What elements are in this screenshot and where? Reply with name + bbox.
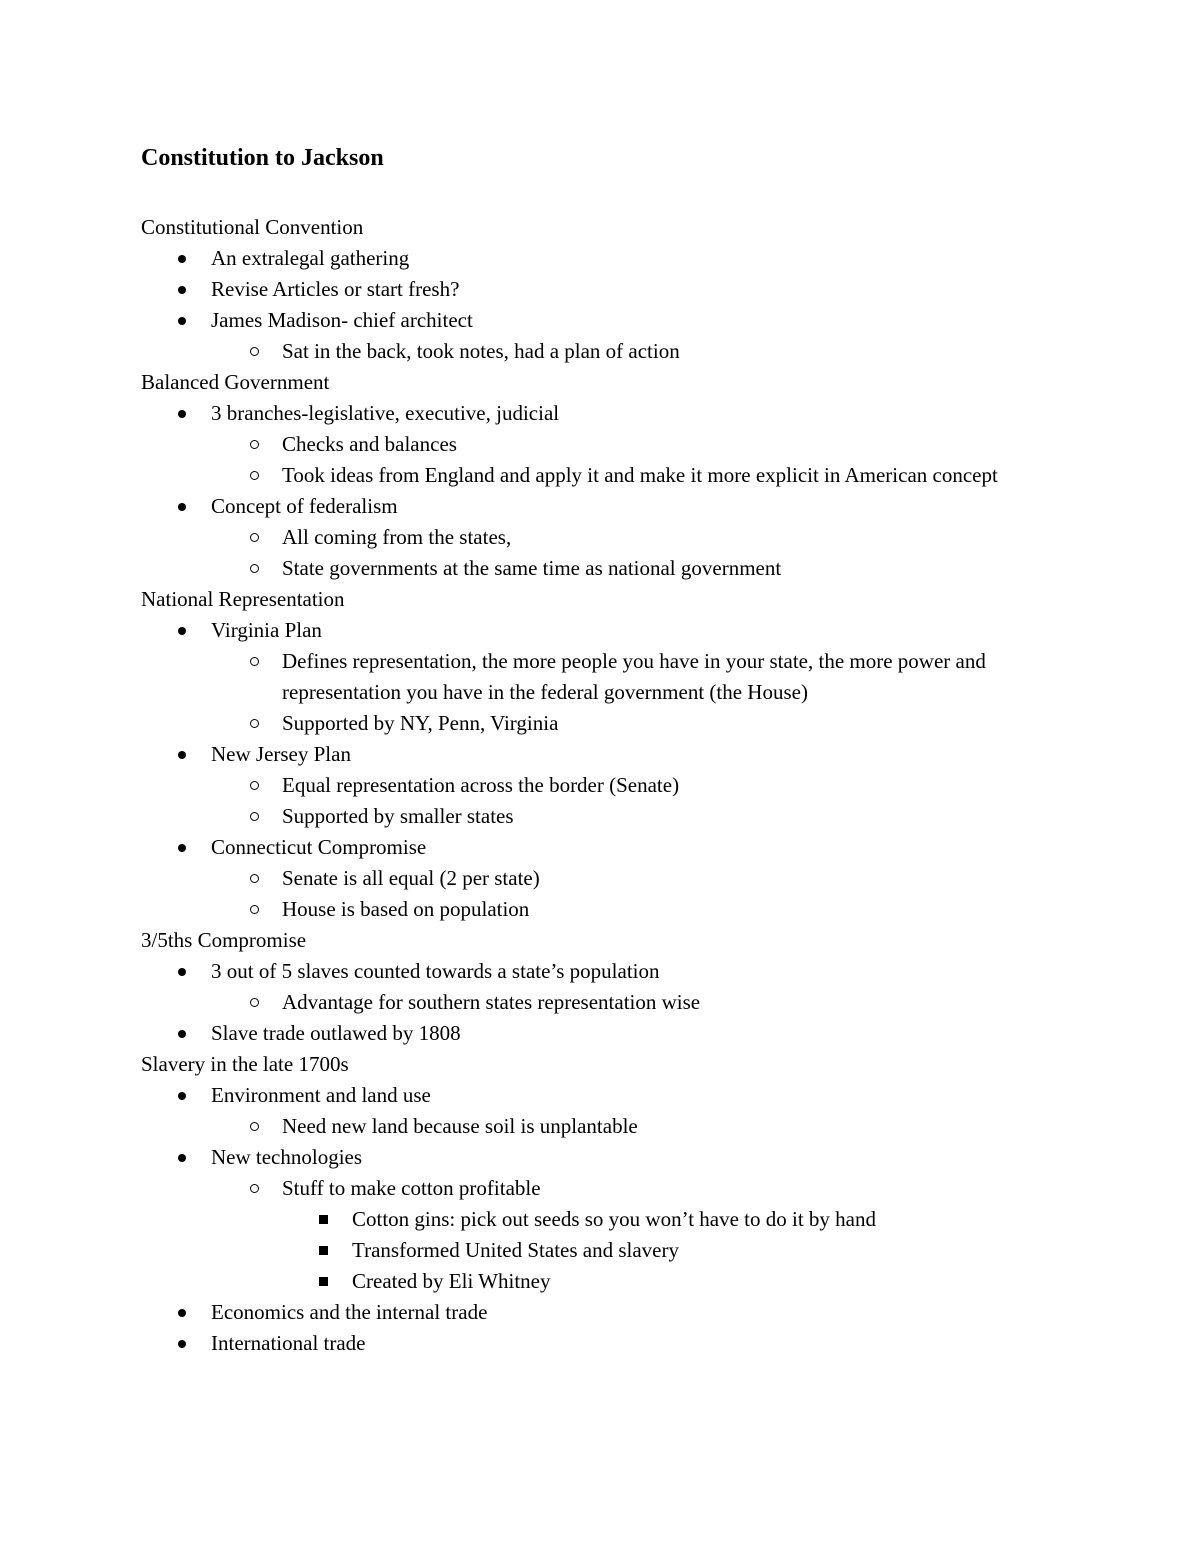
list-item [141, 243, 1071, 274]
bullet-circle-icon [250, 646, 259, 677]
list-item [141, 956, 1071, 987]
section-heading: 3/5ths Compromise [141, 928, 307, 952]
bullet-list-level-2 [141, 1111, 1071, 1142]
bullet-list-level-2 [141, 522, 1071, 584]
list-item [141, 429, 1071, 460]
section-heading: National Representation [141, 587, 345, 611]
bullet-circle-icon [250, 460, 259, 491]
bullet-dot-icon [178, 305, 186, 336]
section-heading: Constitutional Convention [141, 215, 364, 239]
list-item-text: Sat in the back, took notes, had a plan of action [282, 339, 680, 363]
section-heading: Balanced Government [141, 370, 330, 394]
list-item-text: Need new land because soil is unplantable [282, 1114, 638, 1138]
list-item-text: An extralegal gathering [211, 246, 410, 270]
bullet-square-icon [319, 1266, 328, 1297]
list-item-text: Virginia Plan [211, 618, 322, 642]
bullet-circle-icon [250, 987, 259, 1018]
bullet-list-level-2 [141, 770, 1071, 832]
list-item-text: Checks and balances [282, 432, 457, 456]
bullet-list-level-2 [141, 429, 1071, 491]
list-item [141, 522, 1071, 553]
list-item [141, 398, 1071, 429]
list-item [141, 863, 1071, 894]
document-title: Constitution to Jackson [141, 145, 384, 171]
bullet-dot-icon [178, 956, 186, 987]
list-item-text: 3 branches-legislative, executive, judicial [211, 401, 560, 425]
bullet-circle-icon [250, 1173, 259, 1204]
bullet-square-icon [319, 1204, 328, 1235]
list-item-text: Revise Articles or start fresh? [211, 277, 460, 301]
bullet-dot-icon [178, 615, 186, 646]
list-item-text: Advantage for southern states representation wise [282, 990, 701, 1014]
list-item [141, 336, 1071, 367]
section-heading: Slavery in the late 1700s [141, 1052, 349, 1076]
list-item-text: Economics and the internal trade [211, 1300, 488, 1324]
bullet-list-level-1 [141, 1080, 1071, 1359]
list-item [141, 739, 1071, 770]
list-item-text: Stuff to make cotton profitable [282, 1176, 541, 1200]
list-item-text: Concept of federalism [211, 494, 398, 518]
bullet-circle-icon [250, 1111, 259, 1142]
bullet-list-level-1 [141, 956, 1071, 1049]
list-item [141, 1266, 1071, 1297]
list-item-text: International trade [211, 1331, 366, 1355]
bullet-dot-icon [178, 274, 186, 305]
bullet-list-level-1 [141, 615, 1071, 925]
list-item-text: Created by Eli Whitney [352, 1269, 551, 1293]
list-item [141, 708, 1071, 739]
bullet-list-level-3 [141, 1204, 1071, 1297]
bullet-dot-icon [178, 832, 186, 863]
bullet-list-level-2 [141, 336, 1071, 367]
bullet-list-level-1 [141, 243, 1071, 367]
bullet-dot-icon [178, 1018, 186, 1049]
list-item-text: Equal representation across the border (Senate) [282, 773, 680, 797]
list-item [141, 894, 1071, 925]
bullet-dot-icon [178, 739, 186, 770]
bullet-dot-icon [178, 1080, 186, 1111]
list-item [141, 801, 1071, 832]
list-item [141, 1235, 1071, 1266]
list-item [141, 1080, 1071, 1111]
bullet-dot-icon [178, 491, 186, 522]
list-item [141, 770, 1071, 801]
list-item-text: Supported by NY, Penn, Virginia [282, 711, 559, 735]
list-item [141, 1018, 1071, 1049]
bullet-dot-icon [178, 398, 186, 429]
bullet-circle-icon [250, 429, 259, 460]
bullet-circle-icon [250, 553, 259, 584]
outline-section [141, 212, 1071, 367]
list-item-text: 3 out of 5 slaves counted towards a state’s population [211, 959, 660, 983]
list-item-text: James Madison- chief architect [211, 308, 473, 332]
list-item [141, 987, 1071, 1018]
bullet-circle-icon [250, 863, 259, 894]
list-item [141, 305, 1071, 336]
list-item [141, 460, 1071, 491]
outline-section [141, 584, 1071, 925]
bullet-dot-icon [178, 1297, 186, 1328]
list-item [141, 1204, 1071, 1235]
list-item-text: Cotton gins: pick out seeds so you won’t have to do it by hand [352, 1207, 876, 1231]
list-item-text: House is based on population [282, 897, 530, 921]
list-item-text: Senate is all equal (2 per state) [282, 866, 540, 890]
bullet-circle-icon [250, 522, 259, 553]
bullet-list-level-2 [141, 646, 1071, 739]
list-item [141, 1173, 1071, 1204]
bullet-list-level-2 [141, 863, 1071, 925]
list-item-text: Slave trade outlawed by 1808 [211, 1021, 461, 1045]
list-item [141, 491, 1071, 522]
list-item [141, 1297, 1071, 1328]
list-item [141, 832, 1071, 863]
notes-body [141, 212, 1071, 1359]
list-item [141, 274, 1071, 305]
list-item [141, 553, 1071, 584]
list-item-text: Connecticut Compromise [211, 835, 427, 859]
bullet-dot-icon [178, 1328, 186, 1359]
list-item-text: Supported by smaller states [282, 804, 514, 828]
list-item [141, 1328, 1071, 1359]
bullet-circle-icon [250, 770, 259, 801]
list-item [141, 646, 1071, 708]
list-item-text: Environment and land use [211, 1083, 431, 1107]
list-item-text: All coming from the states, [282, 525, 512, 549]
bullet-dot-icon [178, 1142, 186, 1173]
bullet-circle-icon [250, 336, 259, 367]
list-item-text: New technologies [211, 1145, 363, 1169]
outline-section [141, 1049, 1071, 1359]
bullet-list-level-1 [141, 398, 1071, 584]
list-item [141, 1111, 1071, 1142]
list-item-text: Transformed United States and slavery [352, 1238, 679, 1262]
bullet-square-icon [319, 1235, 328, 1266]
list-item-text: Took ideas from England and apply it and make it more explicit in American concept [282, 463, 998, 487]
bullet-circle-icon [250, 708, 259, 739]
list-item-text: New Jersey Plan [211, 742, 351, 766]
bullet-circle-icon [250, 801, 259, 832]
bullet-list-level-2 [141, 987, 1071, 1018]
bullet-circle-icon [250, 894, 259, 925]
outline-section [141, 367, 1071, 584]
list-item-text: Defines representation, the more people you have in your state, the more power and representation you have in the federal government (the House) [282, 649, 986, 704]
bullet-dot-icon [178, 243, 186, 274]
outline-section [141, 925, 1071, 1049]
list-item [141, 1142, 1071, 1173]
list-item [141, 615, 1071, 646]
bullet-list-level-2 [141, 1173, 1071, 1297]
list-item-text: State governments at the same time as national government [282, 556, 782, 580]
